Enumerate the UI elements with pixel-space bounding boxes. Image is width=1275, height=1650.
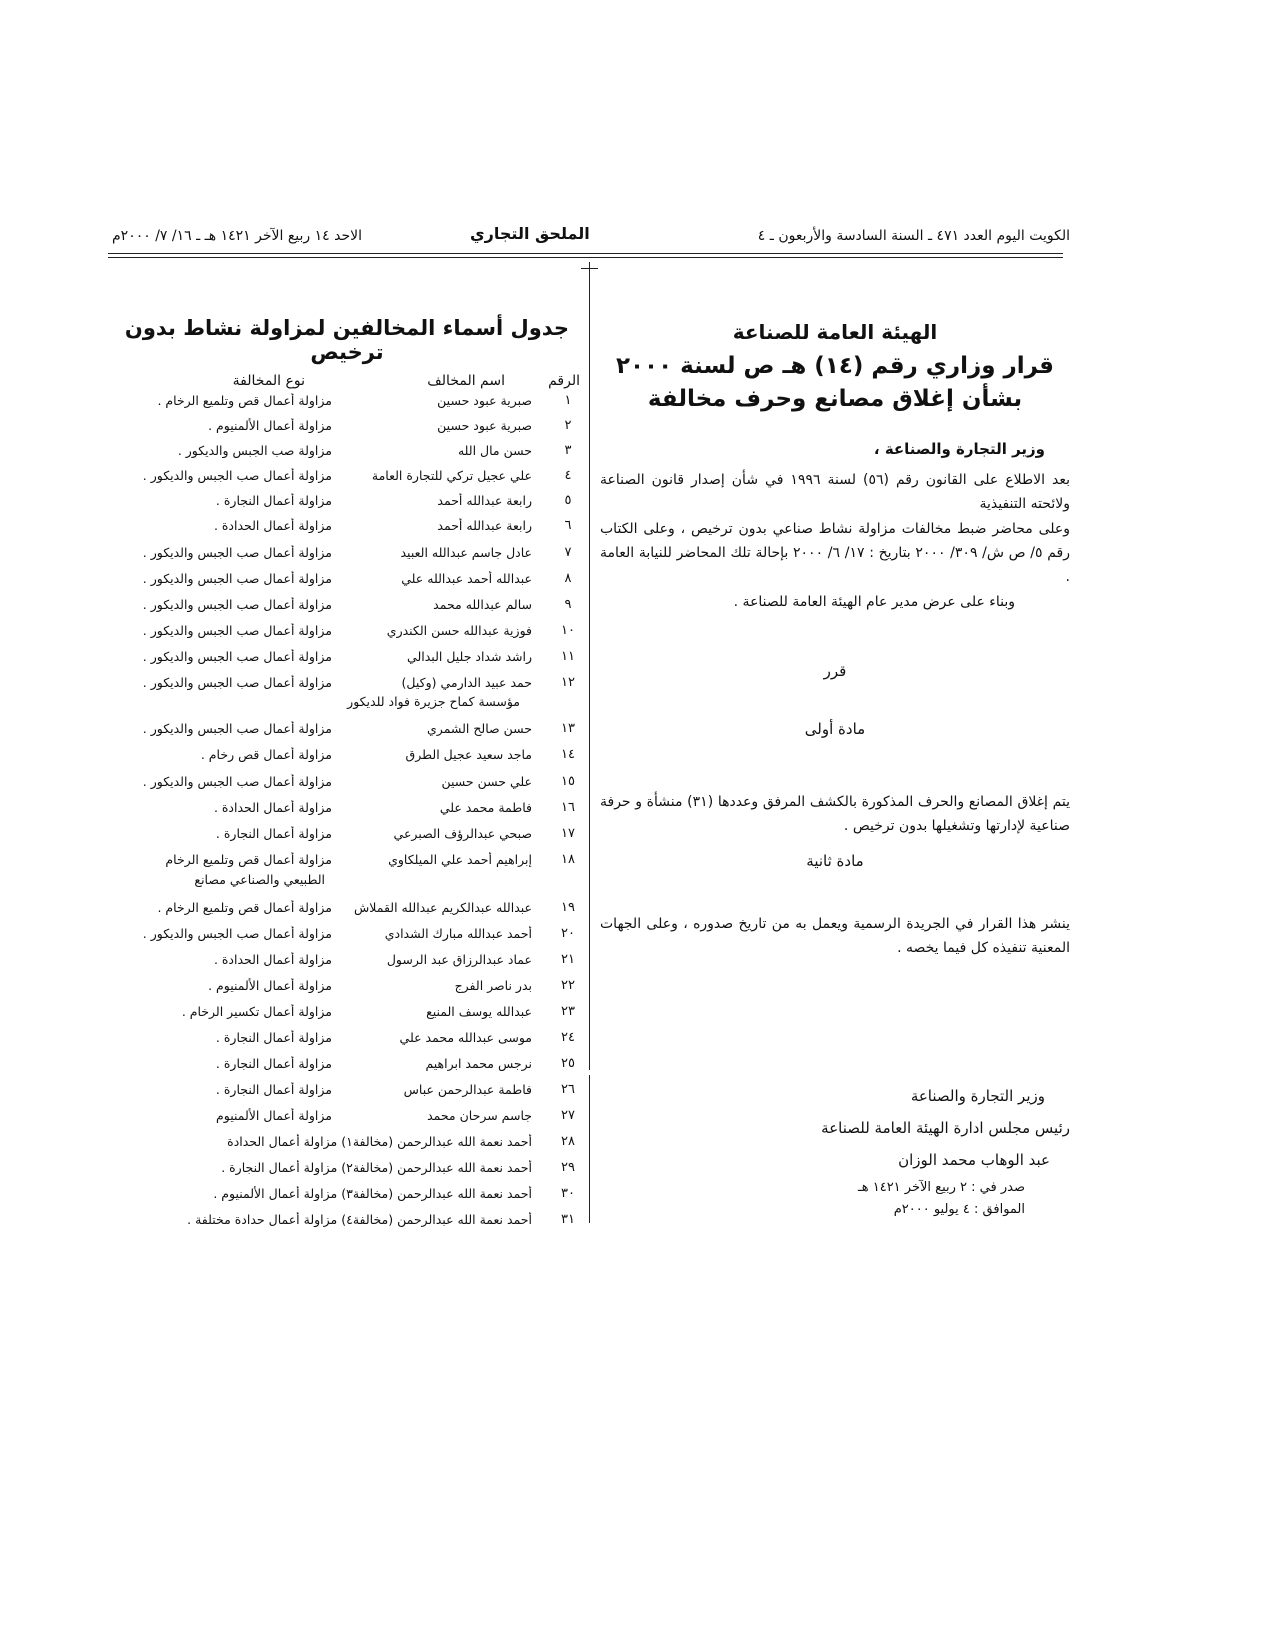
- table-row: [112, 1212, 582, 1236]
- row-number: ١٤: [561, 747, 575, 762]
- row-number: ٢٢: [561, 978, 575, 993]
- violation-type: مزاولة أعمال صب الجبس والديكور .: [142, 597, 332, 612]
- corresponding-date: الموافق : ٤ يوليو ٢٠٠٠م: [893, 1202, 1025, 1217]
- row-number: ٣٠: [561, 1186, 575, 1201]
- table-row: [112, 1030, 582, 1054]
- table-row: [112, 926, 582, 950]
- violator-entry: أحمد نعمة الله عبدالرحمن (مخالفة٣) مزاولة أعمال الألمنيوم .: [213, 1186, 532, 1201]
- violation-type: مزاولة أعمال النجارة .: [215, 1056, 332, 1071]
- col-header-number: الرقم: [548, 373, 580, 389]
- decided-heading: قرر: [823, 662, 847, 680]
- column-divider-lower: [589, 1075, 590, 1223]
- violator-name: إبراهيم أحمد علي الميلكاوي: [388, 852, 532, 867]
- violator-name: عادل جاسم عبدالله العبيد: [400, 545, 532, 560]
- article2-text: ينشر هذا القرار في الجريدة الرسمية ويعمل به من تاريخ صدوره ، وعلى الجهات المعنية تنفيذه كل فيما يخصه .: [600, 916, 1070, 956]
- violator-name: عبدالله أحمد عبدالله علي: [401, 571, 532, 586]
- preamble-proposal: وبناء على عرض مدير عام الهيئة العامة للصناعة .: [733, 594, 1015, 610]
- row-number: ١٧: [561, 826, 575, 841]
- row12-continuation: مؤسسة كماح جزيرة فواد للديكور: [347, 694, 520, 709]
- row-number: ٢٨: [561, 1134, 575, 1149]
- column-divider: [589, 262, 590, 1070]
- row-number: ١٦: [561, 800, 575, 815]
- table-row: [112, 418, 582, 442]
- decree-subject: بشأن إغلاق مصانع وحرف مخالفة: [647, 386, 1023, 412]
- table-row: [112, 852, 582, 876]
- table-row: [112, 800, 582, 824]
- violation-type: مزاولة صب الجبس والديكور .: [177, 443, 332, 458]
- violator-name: موسى عبدالله محمد علي: [399, 1030, 532, 1045]
- table-row: [112, 952, 582, 976]
- violation-type: مزاولة أعمال صب الجبس والديكور .: [142, 675, 332, 690]
- table-row: [112, 747, 582, 771]
- row-number: ١٢: [561, 675, 575, 690]
- row-number: ٣١: [561, 1212, 575, 1227]
- violation-type: مزاولة أعمال قص وتلميع الرخام .: [157, 900, 332, 915]
- violator-name: سالم عبدالله محمد: [433, 597, 532, 612]
- row-number: ٨: [564, 571, 572, 586]
- table-row: [112, 518, 582, 542]
- violator-name: رابعة عبدالله أحمد: [437, 493, 532, 508]
- violation-type: مزاولة أعمال الألمنيوم .: [208, 418, 332, 433]
- article2-title: مادة ثانية: [806, 852, 864, 870]
- divider-cross: [581, 268, 598, 269]
- violator-name: بدر ناصر الفرج: [454, 978, 532, 993]
- violation-type: مزاولة أعمال الحدادة .: [213, 952, 332, 967]
- table-row: [112, 1160, 582, 1184]
- violation-type: مزاولة أعمال صب الجبس والديكور .: [142, 649, 332, 664]
- row-number: ٢٠: [561, 926, 575, 941]
- table-row: [112, 1108, 582, 1132]
- violation-type: مزاولة أعمال قص وتلميع الرخام: [165, 852, 332, 867]
- violation-type: مزاولة أعمال قص وتلميع الرخام .: [157, 393, 332, 408]
- violator-name: فوزية عبدالله حسن الكندري: [386, 623, 532, 638]
- violator-name: راشد شداد جليل البدالي: [407, 649, 532, 664]
- table-title: جدول أسماء المخالفين لمزاولة نشاط بدون ترخيص: [124, 316, 570, 364]
- violator-name: فاطمة عبدالرحمن عباس: [403, 1082, 532, 1097]
- signature-title: وزير التجارة والصناعة: [910, 1087, 1045, 1105]
- row-number: ٢١: [561, 952, 575, 967]
- header-rule: [108, 253, 1063, 254]
- violator-name: صبرية عبود حسين: [437, 393, 532, 408]
- header-issue-info: الكويت اليوم العدد ٤٧١ ـ السنة السادسة والأربعون ـ ٤: [757, 228, 1070, 244]
- violator-name: فاطمة محمد علي: [439, 800, 532, 815]
- row-number: ٩: [564, 597, 572, 612]
- row-number: ٢٧: [561, 1108, 575, 1123]
- violator-entry: أحمد نعمة الله عبدالرحمن (مخالفة٤) مزاولة أعمال حدادة مختلفة .: [187, 1212, 532, 1227]
- violation-type: مزاولة أعمال الحدادة .: [213, 800, 332, 815]
- violation-type: مزاولة أعمال الألمنيوم: [216, 1108, 332, 1123]
- row-number: ١٩: [561, 900, 575, 915]
- violation-type: مزاولة أعمال تكسير الرخام .: [181, 1004, 332, 1019]
- violator-name: جاسم سرحان محمد: [427, 1108, 532, 1123]
- violator-name: رابعة عبدالله أحمد: [437, 518, 532, 533]
- row-number: ٢٦: [561, 1082, 575, 1097]
- violation-type: مزاولة أعمال الحدادة .: [213, 518, 332, 533]
- violator-name: صبحي عبدالرؤف الصبرعي: [393, 826, 532, 841]
- table-row: [112, 623, 582, 647]
- minister-heading: وزير التجارة والصناعة ،: [873, 440, 1045, 458]
- violation-type: مزاولة أعمال الألمنيوم .: [208, 978, 332, 993]
- row-number: ٥: [564, 493, 572, 508]
- preamble-law: بعد الاطلاع على القانون رقم (٥٦) لسنة ١٩٩٦ في شأن إصدار قانون الصناعة ولائحته التنفيذية: [600, 472, 1071, 512]
- row-number: ٢٣: [561, 1004, 575, 1019]
- violator-entry: أحمد نعمة الله عبدالرحمن (مخالفة١) مزاولة أعمال الحدادة: [227, 1134, 532, 1149]
- col-header-name: اسم المخالف: [427, 373, 505, 389]
- table-row: [112, 393, 582, 417]
- table-row: [112, 1082, 582, 1106]
- header-rule-double: [108, 257, 1063, 258]
- violator-name: حمد عبيد الدارمي (وكيل): [401, 675, 532, 690]
- table-row: [112, 468, 582, 492]
- table-row: [112, 1186, 582, 1210]
- violation-type: مزاولة أعمال صب الجبس والديكور .: [142, 926, 332, 941]
- row-number: ١: [564, 393, 572, 408]
- row-number: ٣: [564, 443, 572, 458]
- row-number: ٦: [564, 518, 572, 533]
- table-row: [112, 443, 582, 467]
- table-row: [112, 545, 582, 569]
- decree-authority: الهيئة العامة للصناعة: [732, 320, 938, 344]
- article1-title: مادة أولى: [804, 720, 866, 738]
- header-date: الاحد ١٤ ربيع الآخر ١٤٢١ هـ ـ ١٦/ ٧/ ٢٠٠٠م: [112, 228, 362, 244]
- col-header-violation: نوع المخالفة: [232, 373, 305, 389]
- header-supplement-title: الملحق التجاري: [470, 224, 590, 243]
- table-row: [112, 900, 582, 924]
- violator-name: أحمد عبدالله مبارك الشدادي: [384, 926, 532, 941]
- row-number: ١٨: [561, 852, 575, 867]
- row-number: ١٥: [561, 774, 575, 789]
- violation-type: مزاولة أعمال صب الجبس والديكور .: [142, 468, 332, 483]
- table-row: [112, 826, 582, 850]
- row-number: ٧: [564, 545, 572, 560]
- violators-table: [112, 316, 582, 364]
- violation-type: مزاولة أعمال النجارة .: [215, 826, 332, 841]
- row-number: ٢٤: [561, 1030, 575, 1045]
- preamble-records: وعلى محاضر ضبط مخالفات مزاولة نشاط صناعي بدون ترخيص ، وعلى الكتاب رقم ٥/ ص ش/ ٣٠٩/ ٢٠٠٠ بتاريخ : ١٧/ ٦/ ٢٠٠٠ بإحالة تلك المحاضر للنيابة العامة .: [600, 521, 1070, 585]
- table-row: [112, 978, 582, 1002]
- signature-name: عبد الوهاب محمد الوزان: [898, 1151, 1050, 1169]
- violator-name: حسن صالح الشمري: [427, 721, 532, 736]
- row-number: ٢٩: [561, 1160, 575, 1175]
- violator-name: صبرية عبود حسين: [437, 418, 532, 433]
- table-row: [112, 493, 582, 517]
- violation-type: مزاولة أعمال قص رخام .: [200, 747, 332, 762]
- violator-name: ماجد سعيد عجيل الطرق: [405, 747, 532, 762]
- violation-type: مزاولة أعمال صب الجبس والديكور .: [142, 774, 332, 789]
- decree-title: قرار وزاري رقم (١٤) هـ ص لسنة ٢٠٠٠: [615, 353, 1054, 379]
- violation-type: مزاولة أعمال صب الجبس والديكور .: [142, 571, 332, 586]
- violator-name: عماد عبدالرزاق عبد الرسول: [386, 952, 532, 967]
- table-row: [112, 1004, 582, 1028]
- row-number: ١٠: [561, 623, 575, 638]
- violation-type: مزاولة أعمال صب الجبس والديكور .: [142, 623, 332, 638]
- violator-name: عبدالله عبدالكريم عبدالله القملاش: [354, 900, 532, 915]
- violator-name: عبدالله يوسف المنيع: [426, 1004, 532, 1019]
- violator-name: علي حسن حسين: [441, 774, 532, 789]
- violation-type: مزاولة أعمال النجارة .: [215, 493, 332, 508]
- row-number: ١١: [561, 649, 575, 664]
- violator-name: نرجس محمد ابراهيم: [425, 1056, 532, 1071]
- row18-continuation: الطبيعي والصناعي مصانع: [194, 872, 325, 887]
- violation-type: مزاولة أعمال النجارة .: [215, 1030, 332, 1045]
- row-number: ٢٥: [561, 1056, 575, 1071]
- signature-role: رئيس مجلس ادارة الهيئة العامة للصناعة: [821, 1119, 1070, 1137]
- row-number: ١٣: [561, 721, 575, 736]
- violator-name: حسن مال الله: [457, 443, 532, 458]
- issued-date: صدر في : ٢ ربيع الآخر ١٤٢١ هـ: [857, 1180, 1025, 1195]
- violator-name: علي عجيل تركي للتجارة العامة: [371, 468, 532, 483]
- violation-type: مزاولة أعمال صب الجبس والديكور .: [142, 721, 332, 736]
- violation-type: مزاولة أعمال النجارة .: [215, 1082, 332, 1097]
- table-row: [112, 721, 582, 745]
- table-row: [112, 597, 582, 621]
- violator-entry: أحمد نعمة الله عبدالرحمن (مخالفة٢) مزاولة أعمال النجارة .: [221, 1160, 532, 1175]
- table-row: [112, 774, 582, 798]
- article1-text: يتم إغلاق المصانع والحرف المذكورة بالكشف المرفق وعددها (٣١) منشأة و حرفة صناعية لإدارتها وتشغيلها بدون ترخيص .: [600, 794, 1071, 834]
- decree: [600, 320, 1070, 416]
- violation-type: مزاولة أعمال صب الجبس والديكور .: [142, 545, 332, 560]
- row-number: ٤: [564, 468, 572, 483]
- table-row: [112, 1056, 582, 1080]
- table-row: [112, 649, 582, 673]
- table-row: [112, 571, 582, 595]
- row-number: ٢: [564, 418, 572, 433]
- table-row: [112, 1134, 582, 1158]
